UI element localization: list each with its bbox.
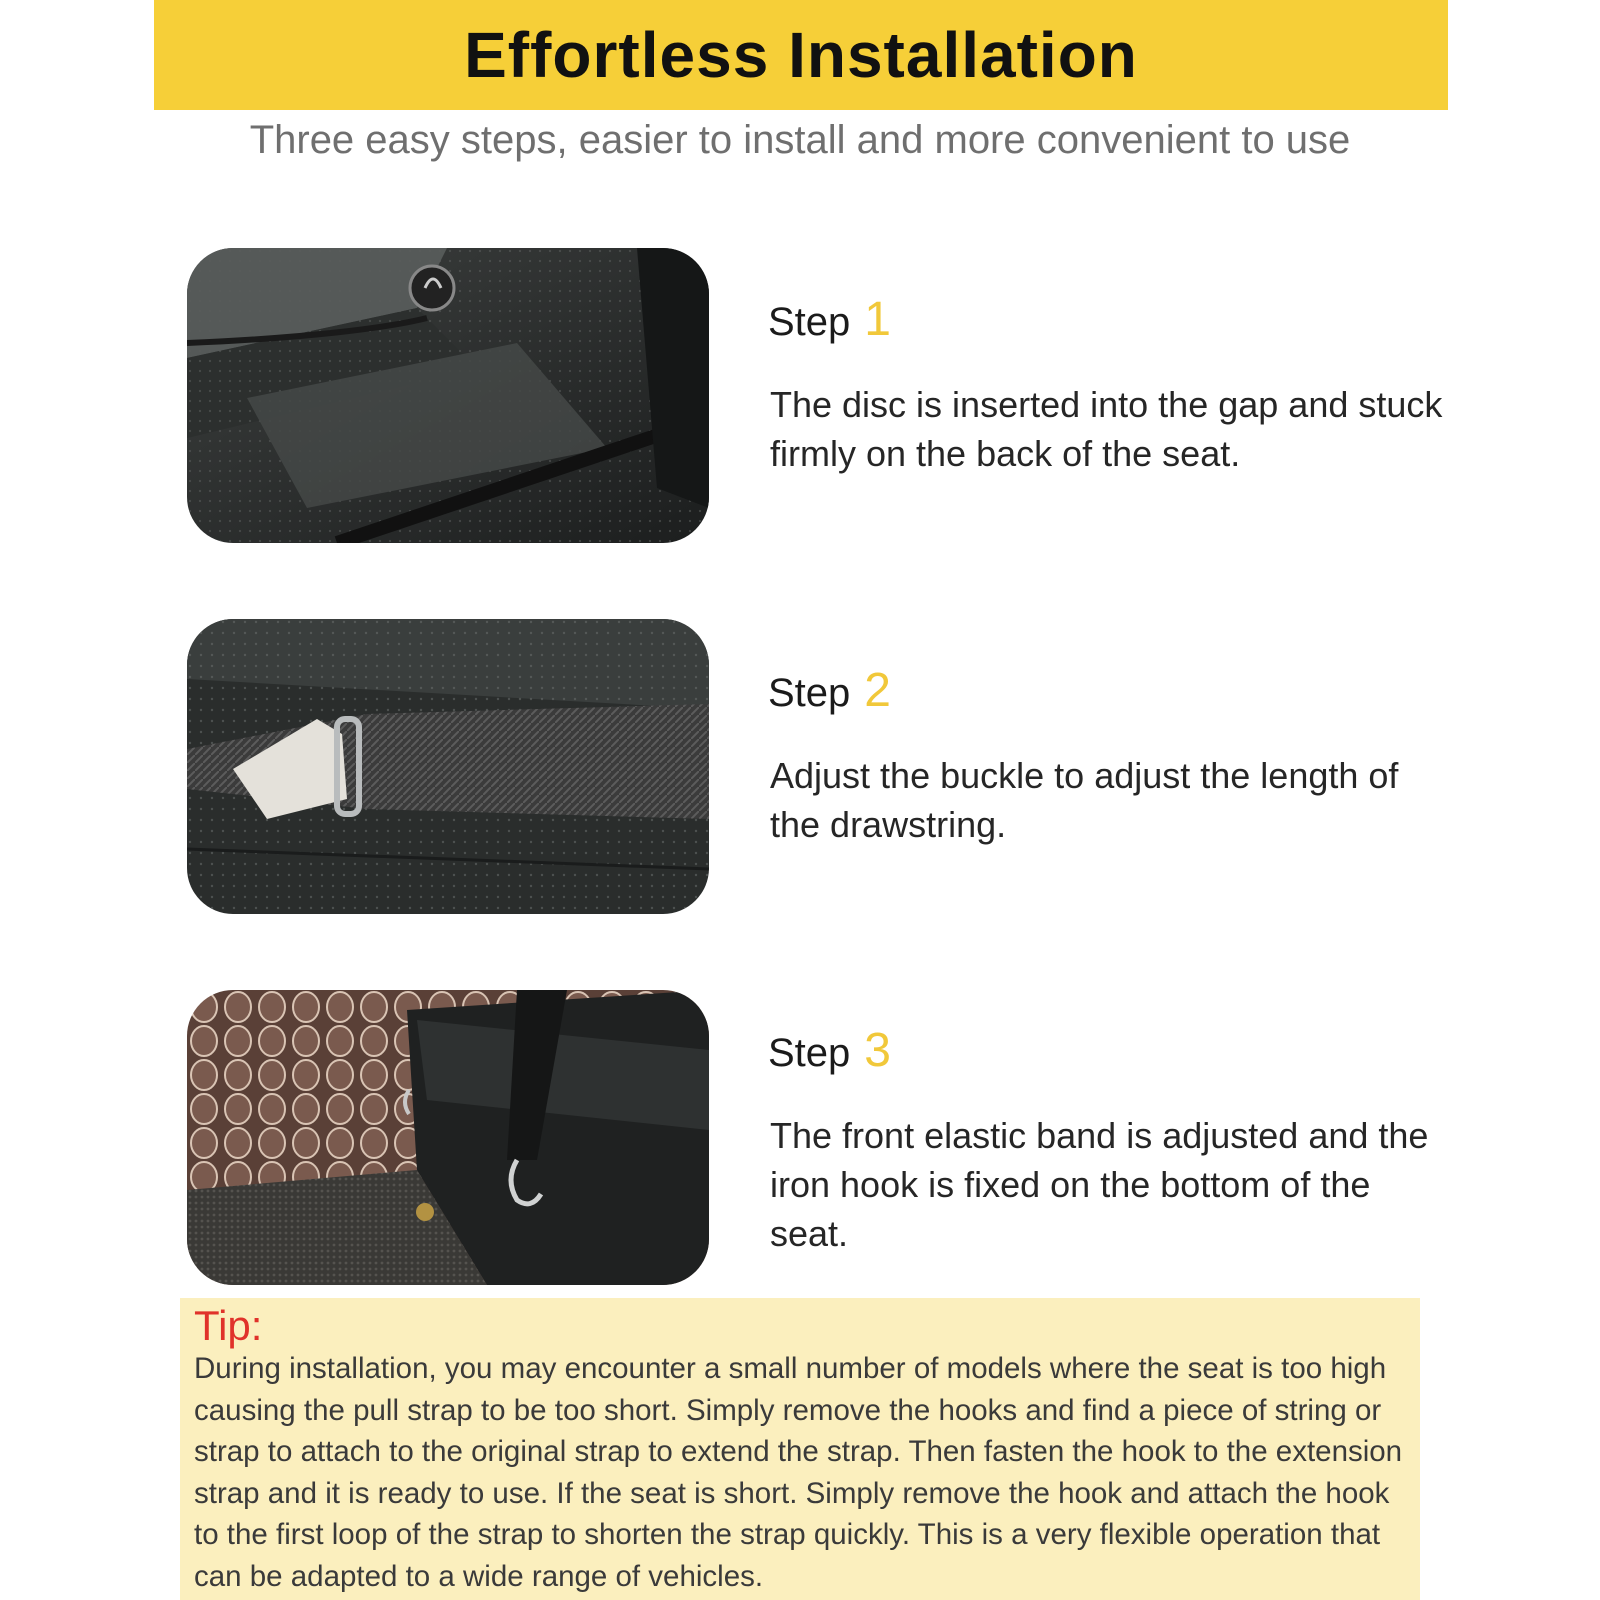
- step-3-description: The front elastic band is adjusted and the iron hook is fixed on the bottom of the seat.: [770, 1115, 1429, 1254]
- title-banner: [154, 0, 1448, 110]
- page-title: Effortless Installation: [464, 19, 1138, 91]
- step-2-label: Step: [768, 671, 851, 715]
- tip-box: [180, 1298, 1420, 1600]
- step-1-number: 1: [864, 293, 891, 346]
- step-3-number: 3: [864, 1024, 891, 1077]
- step-2-number: 2: [864, 664, 891, 717]
- page-subtitle: Three easy steps, easier to install and more convenient to use: [249, 118, 1351, 162]
- tip-text: During installation, you may encounter a small number of models where the seat is too high causing the pull strap to be too short. Simply remove the hooks and find a piece of string or strap to attach to the original strap to extend the strap. Then fasten the hook to the extension strap and it is ready to use. If the seat is short. Simply remove the hook and attach the hook to the first loop of the strap to shorten the strap quickly. This is a very flexible operation that can be adapted to a wide range of vehicles.: [194, 1352, 1403, 1593]
- step-1-heading: [768, 292, 891, 347]
- step-1-description: The disc is inserted into the gap and stuck firmly on the back of the seat.: [770, 384, 1443, 474]
- step-3-photo: [187, 990, 709, 1285]
- step-2-description: Adjust the buckle to adjust the length of the drawstring.: [770, 755, 1399, 845]
- tip-label: Tip:: [194, 1302, 263, 1349]
- step-2-heading: [768, 663, 891, 718]
- step-3-label: Step: [768, 1031, 851, 1075]
- step-2-photo: [187, 619, 709, 914]
- step-3-heading: [768, 1023, 891, 1078]
- step-1-label: Step: [768, 300, 851, 344]
- step-1-photo: [187, 248, 709, 543]
